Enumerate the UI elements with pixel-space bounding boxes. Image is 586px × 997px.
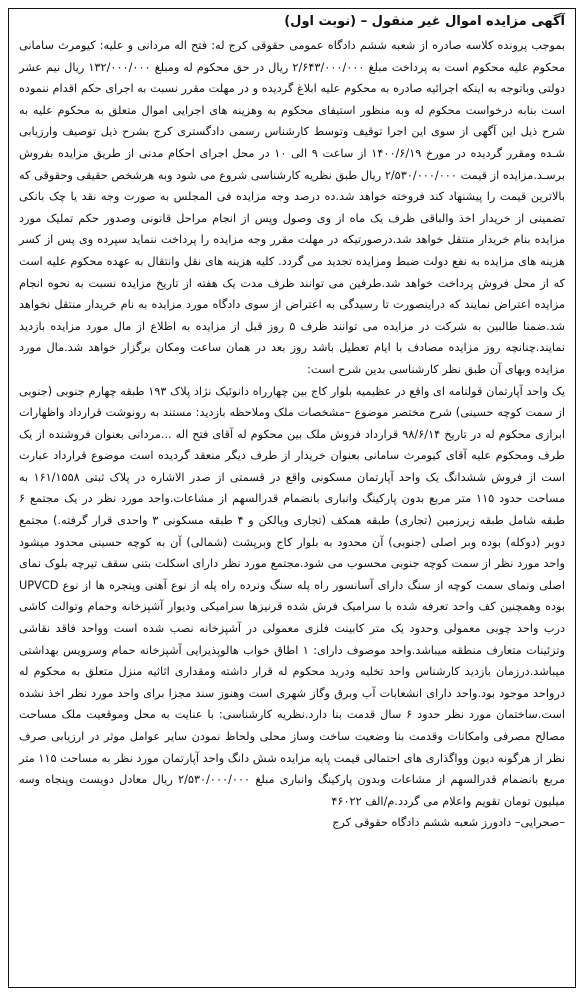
notice-paragraph-property: یک واحد آپارتمان قولنامه ای واقع در عظیمیه بلوار کاج بین چهارراه دانوئیک نژاد پلاک ۱۹۳ طبقه چهارم جنوبی (جنوبی از سمت کوچه حسینی) شرح مختصر موضوع –مشخصات ملک وملاحظه بازدید: مستند به رونوشت قرارداد واظهارات ابرازی محکوم له در تاریخ ۹۸/۶/۱۴ قرارداد فروش ملک بین محکوم له آقای فتح اله ...مردانی بعنوان فروشنده از یک طرف ومحکوم علیه آقای کیومرث سامانی بعنوان خریدار از طرف دیگر منعقد گردیده است موضوع قرارداد عبارت است از فروش ششدانگ یک واحد آپارتمان مسکونی واقع در قسمتی از صدر الاشاره در پلاک ثبتی ۱۶۱/۱۵۵۸ به مساحت حدود ۱۱۵ متر مربع بدون پارکینگ وانباری بانضمام قدرالسهم از مشاعات.واحد مورد نظر در یک مجتمع ۶ طبقه شامل طبقه زیرزمین (تجاری) طبقه همکف (تجاری وپالکن و ۴ طبقه مسکونی ۳ واحدی قرار گرفته.) مجتمع دوبر (دوکله) بوده وبر اصلی (جنوبی) آن محدود به بلوار کاج وبرپشت (شمالی) آن به کوچه حسینی محدود میشود واحد مورد نظر از سمت کوچه جنوبی محسوب می شود.مجتمع مورد نظر دارای اسکلت بتنی سقف تیرچه بلوک نمای اصلی ونمای سمت کوچه از سنگ دارای آسانسور راه پله سنگ ونرده راه پله از نوع آهنی وپنجره ها از نوع UPVCD بوده وهمچنین کف واحد تعرفه شده با سرامیک فرش شده قرنیزها سرامیکی ودیوار آشپزخانه وحمام وتوالت کاشی درب واحد چوبی معمولی وحدود یک متر کابینت فلزی معمولی در آشپزخانه نصب شده است وواحد فاقد نقاشی وتزئینات متعارف منطقه میباشد.واحد موصوف دارای: ۱ اطاق خواب هالوپذیرایی آشپزخانه حمام وسرویس بهداشتی میباشد.درزمان بازدید کارشناس واحد تخلیه ودرید محکوم له قرار داشته ومقداری اثاثیه منزل متعلق به محکوم له درواحد موجود بود.واحد دارای انشعابات آب وبرق وگاز شهری است وهنوز سند مجزا برای واحد مورد نظر اخذ نشده است.ساختمان مورد نظر حدود ۶ سال قدمت بنا دارد.نظریه کارشناسی: با عنایت به محل وموقعیت ملک مساحت مصالح مصرفی وامکانات وقدمت بنا وضعیت ساخت وساز محلی ولحاظ نمودن سایر عوامل موثر در ارزیابی صرف نظر از هرگونه دیون وواگذاری های احتمالی قیمت پایه مزایده شش دانگ واحد آپارتمان مورد نظر به مساحت ۱۱۵ متر مربع بانضمام قدرالسهم از مشاعات وبدون پارکینگ وانباری مبلغ ۲/۵۳۰/۰۰۰/۰۰۰ ریال معادل دویست وپنجاه وسه میلیون تومان تقویم واعلام می گردد.م/الف ۴۶۰۲۲ [19,384,566,808]
notice-body [19,35,565,812]
notice-paragraph-terms: بموجب پرونده کلاسه صادره از شعبه ششم دادگاه عمومی حقوقی کرج له: فتح اله مردانی و علیه: کیومرث سامانی محکوم علیه محکوم است به پرداخت مبلغ ۲/۶۴۳/۰۰۰/۰۰۰ ریال در حق محکوم له ومبلغ ۱۳۲/۰۰۰/۰۰۰ ریال نیم عشر دولتی وباتوجه به اینکه اجرائیه صادره به محکوم علیه ابلاغ گردیده و در مهلت مقرر نسبت به اجرای حکم اقدام ننموده است بنابه درخواست محکوم له وبه منظور استیفای محکوم به وهزینه های اجرایی اموال متعلق به محکوم علیه به شرح ذیل این آگهی از سوی این اجرا توقیف وتوسط کارشناس رسمی دادگستری کرج بشرح ذیل توصیف وارزیابی شـده ومقرر گردیده در مورخ ۱۴۰۰/۶/۱۹ از ساعت ۹ الی ۱۰ در محل اجرای احکام مدنی از طریق مزایده بفروش برسـد.مزایده از قیمت ۲/۵۳۰/۰۰۰/۰۰۰ ریال طبق نظریه کارشناسی شروع می شود وبه هرشخص حقیقی وحقوقی که بالاترین قیمت را پیشنهاد کند فروخته خواهد شد.ده درصد وجه مزایده فی المجلس به صورت وجه نقد یا چک بانکی تضمینی از خریدار اخذ والباقی ظرف یک ماه از وی وصول وپس از انجام مراحل قانونی وصدور حکم تملیک مورد مزایده بنام خریدار منتقل خواهد شد.درصورتیکه در مهلت مقرر وجه مزایده را پرداخت ننماید سپرده وی پس از کسر هزینه های مزایده به نفع دولت ضبط ومزایده تجدید می گردد. کلیه هزینه های نقل وانتقال به عهده محکوم علیه است که از محل فروش پرداخت خواهد شد.طرفین می توانند ظرف مدت یک هفته از تاریخ مزایده نسبت به نحوه انجام مزایده اعتراض نمایند که دراینصورت تا رسیدگی به اعتراض از سوی دادگاه مورد مزایده به نام خریدار منتقل نخواهد شد.ضمنا طالبین به شرکت در مزایده می توانند ظرف ۵ روز قبل از مزایده به اطلاع از مال مورد مزایده بازدید نمایند.چنانچه روز مزایده مصادف با ایام تعطیل باشد روز بعد در همان ساعت ومکان برگزار خواهد شد.مال مورد مزایده وبهای آن طبق نظر کارشناسی بدین شرح است: [19,39,566,376]
auction-notice [8,8,576,988]
notice-title: آگهی مزایده اموال غیر منقول – (نوبت اول) [284,14,565,29]
notice-signature: –صحرایی– دادورز شعبه ششم دادگاه حقوقی کرج [332,816,565,830]
